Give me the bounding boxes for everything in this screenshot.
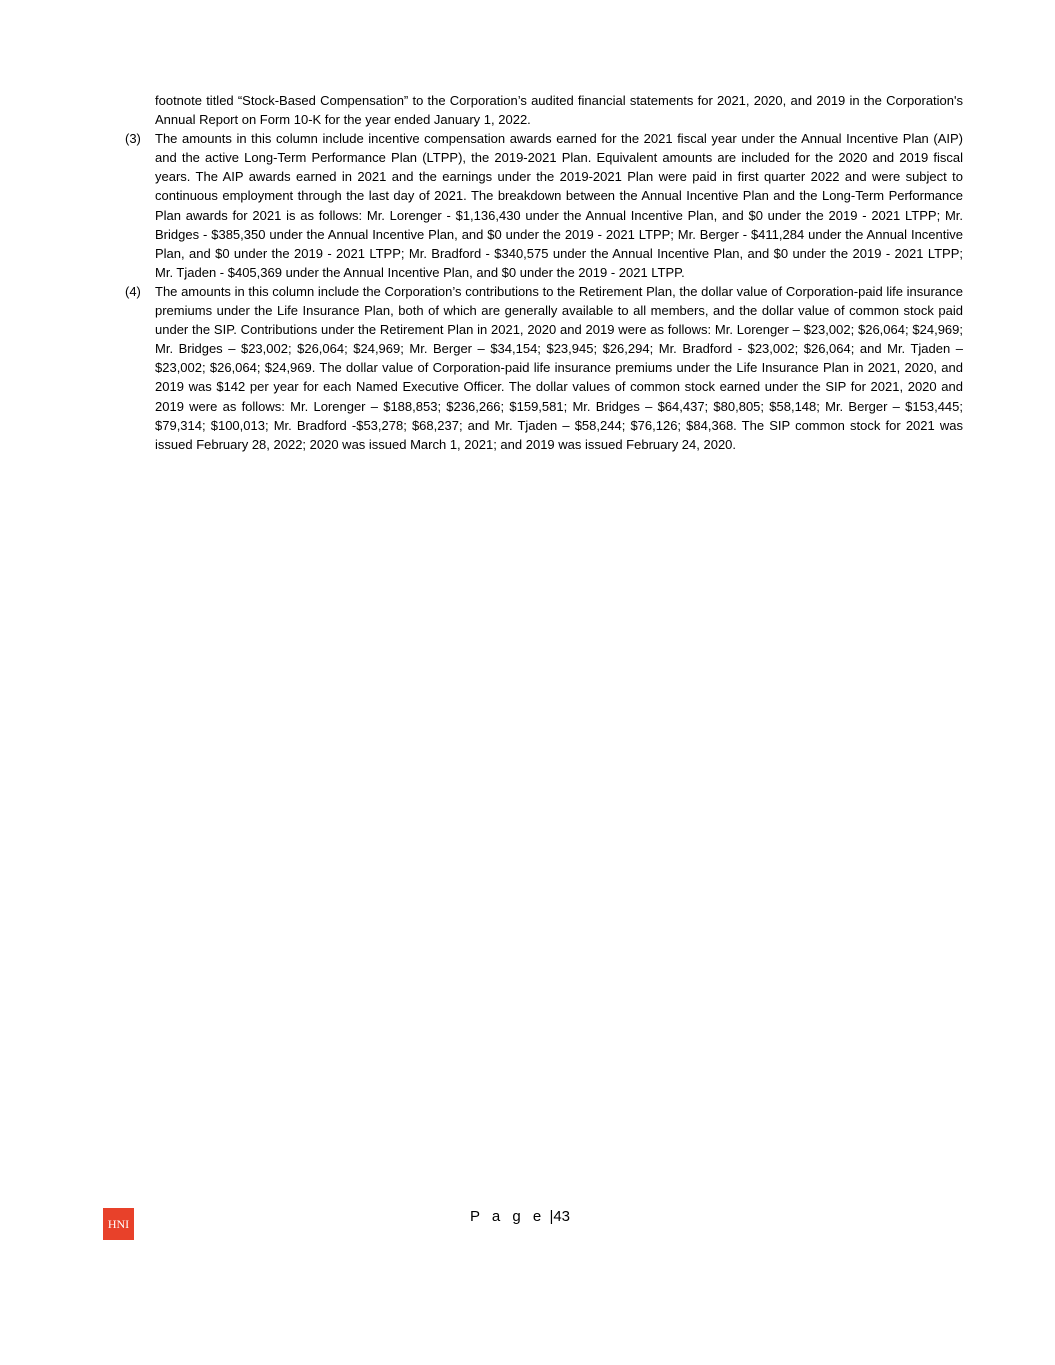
footnote-continuation	[120, 91, 963, 129]
page-label: P a g e	[470, 1208, 546, 1225]
footnote-text: The amounts in this column include the Corporation’s contributions to the Retirement Plan, the dollar value of Corporation-paid life insurance premiums under the Life Insurance Plan, both of which are generally available to all members, and the dollar value of common stock paid under the SIP. Contributions under the Retirement Plan in 2021, 2020 and 2019 were as follows: Mr. Lorenger – $23,002; $26,064; $24,969; Mr. Bridges – $23,002; $26,064; $24,969; Mr. Berger – $34,154; $23,945; $26,294; Mr. Bradford - $23,002; $26,064; and Mr. Tjaden – $23,002; $26,064; $24,969. The dollar value of Corporation-paid life insurance premiums under the Life Insurance Plan in 2021, 2020, and 2019 was $142 per year for each Named Executive Officer. The dollar values of common stock earned under the SIP for 2021, 2020 and 2019 were as follows: Mr. Lorenger – $188,853; $236,266; $159,581; Mr. Bridges – $64,437; $80,805; $58,148; Mr. Berger – $153,445; $79,314; $100,013; Mr. Bradford -$53,278; $68,237; and Mr. Tjaden – $58,244; $76,126; $84,368. The SIP common stock for 2021 was issued February 28, 2022; 2020 was issued March 1, 2021; and 2019 was issued February 24, 2020.	[155, 283, 963, 452]
footnote-4	[120, 282, 963, 454]
footnote-number: (3)	[125, 131, 141, 147]
page-number-footer	[470, 1208, 590, 1225]
footnote-number: (4)	[125, 283, 141, 299]
footnotes-section	[120, 91, 963, 454]
page-separator: |	[549, 1208, 554, 1225]
hni-logo	[103, 1208, 134, 1240]
footnote-text: The amounts in this column include incentive compensation awards earned for the 2021 fiscal year under the Annual Incentive Plan (AIP) and the active Long-Term Performance Plan (LTPP), the 2019-2021 Plan. Equivalent amounts are included for the 2020 and 2019 fiscal years. The AIP awards earned in 2021 and the earnings under the 2019-2021 Plan were paid in first quarter 2022 and were subject to continuous employment through the last day of 2021. The breakdown between the Annual Incentive Plan and the Long-Term Performance Plan awards for 2021 is as follows: Mr. Lorenger - $1,136,430 under the Annual Incentive Plan, and $0 under the 2019 - 2021 LTPP; Mr. Bridges - $385,350 under the Annual Incentive Plan, and $0 under the 2019 - 2021 LTPP; Mr. Berger - $411,284 under the Annual Incentive Plan, and $0 under the 2019 - 2021 LTPP; Mr. Bradford - $340,575 under the Annual Incentive Plan, and $0 under the 2019 - 2021 LTPP; Mr. Tjaden - $405,369 under the Annual Incentive Plan, and $0 under the 2019 - 2021 LTPP.	[155, 131, 963, 280]
page-number: 43	[553, 1208, 571, 1225]
footnote-text: footnote titled “Stock-Based Compensation” to the Corporation’s audited financial statements for 2021, 2020, and 2019 in the Corporation's Annual Report on Form 10-K for the year ended January 1, 2022.	[155, 93, 963, 128]
footnote-3	[120, 129, 963, 282]
hni-logo-text: HNI	[107, 1216, 130, 1231]
